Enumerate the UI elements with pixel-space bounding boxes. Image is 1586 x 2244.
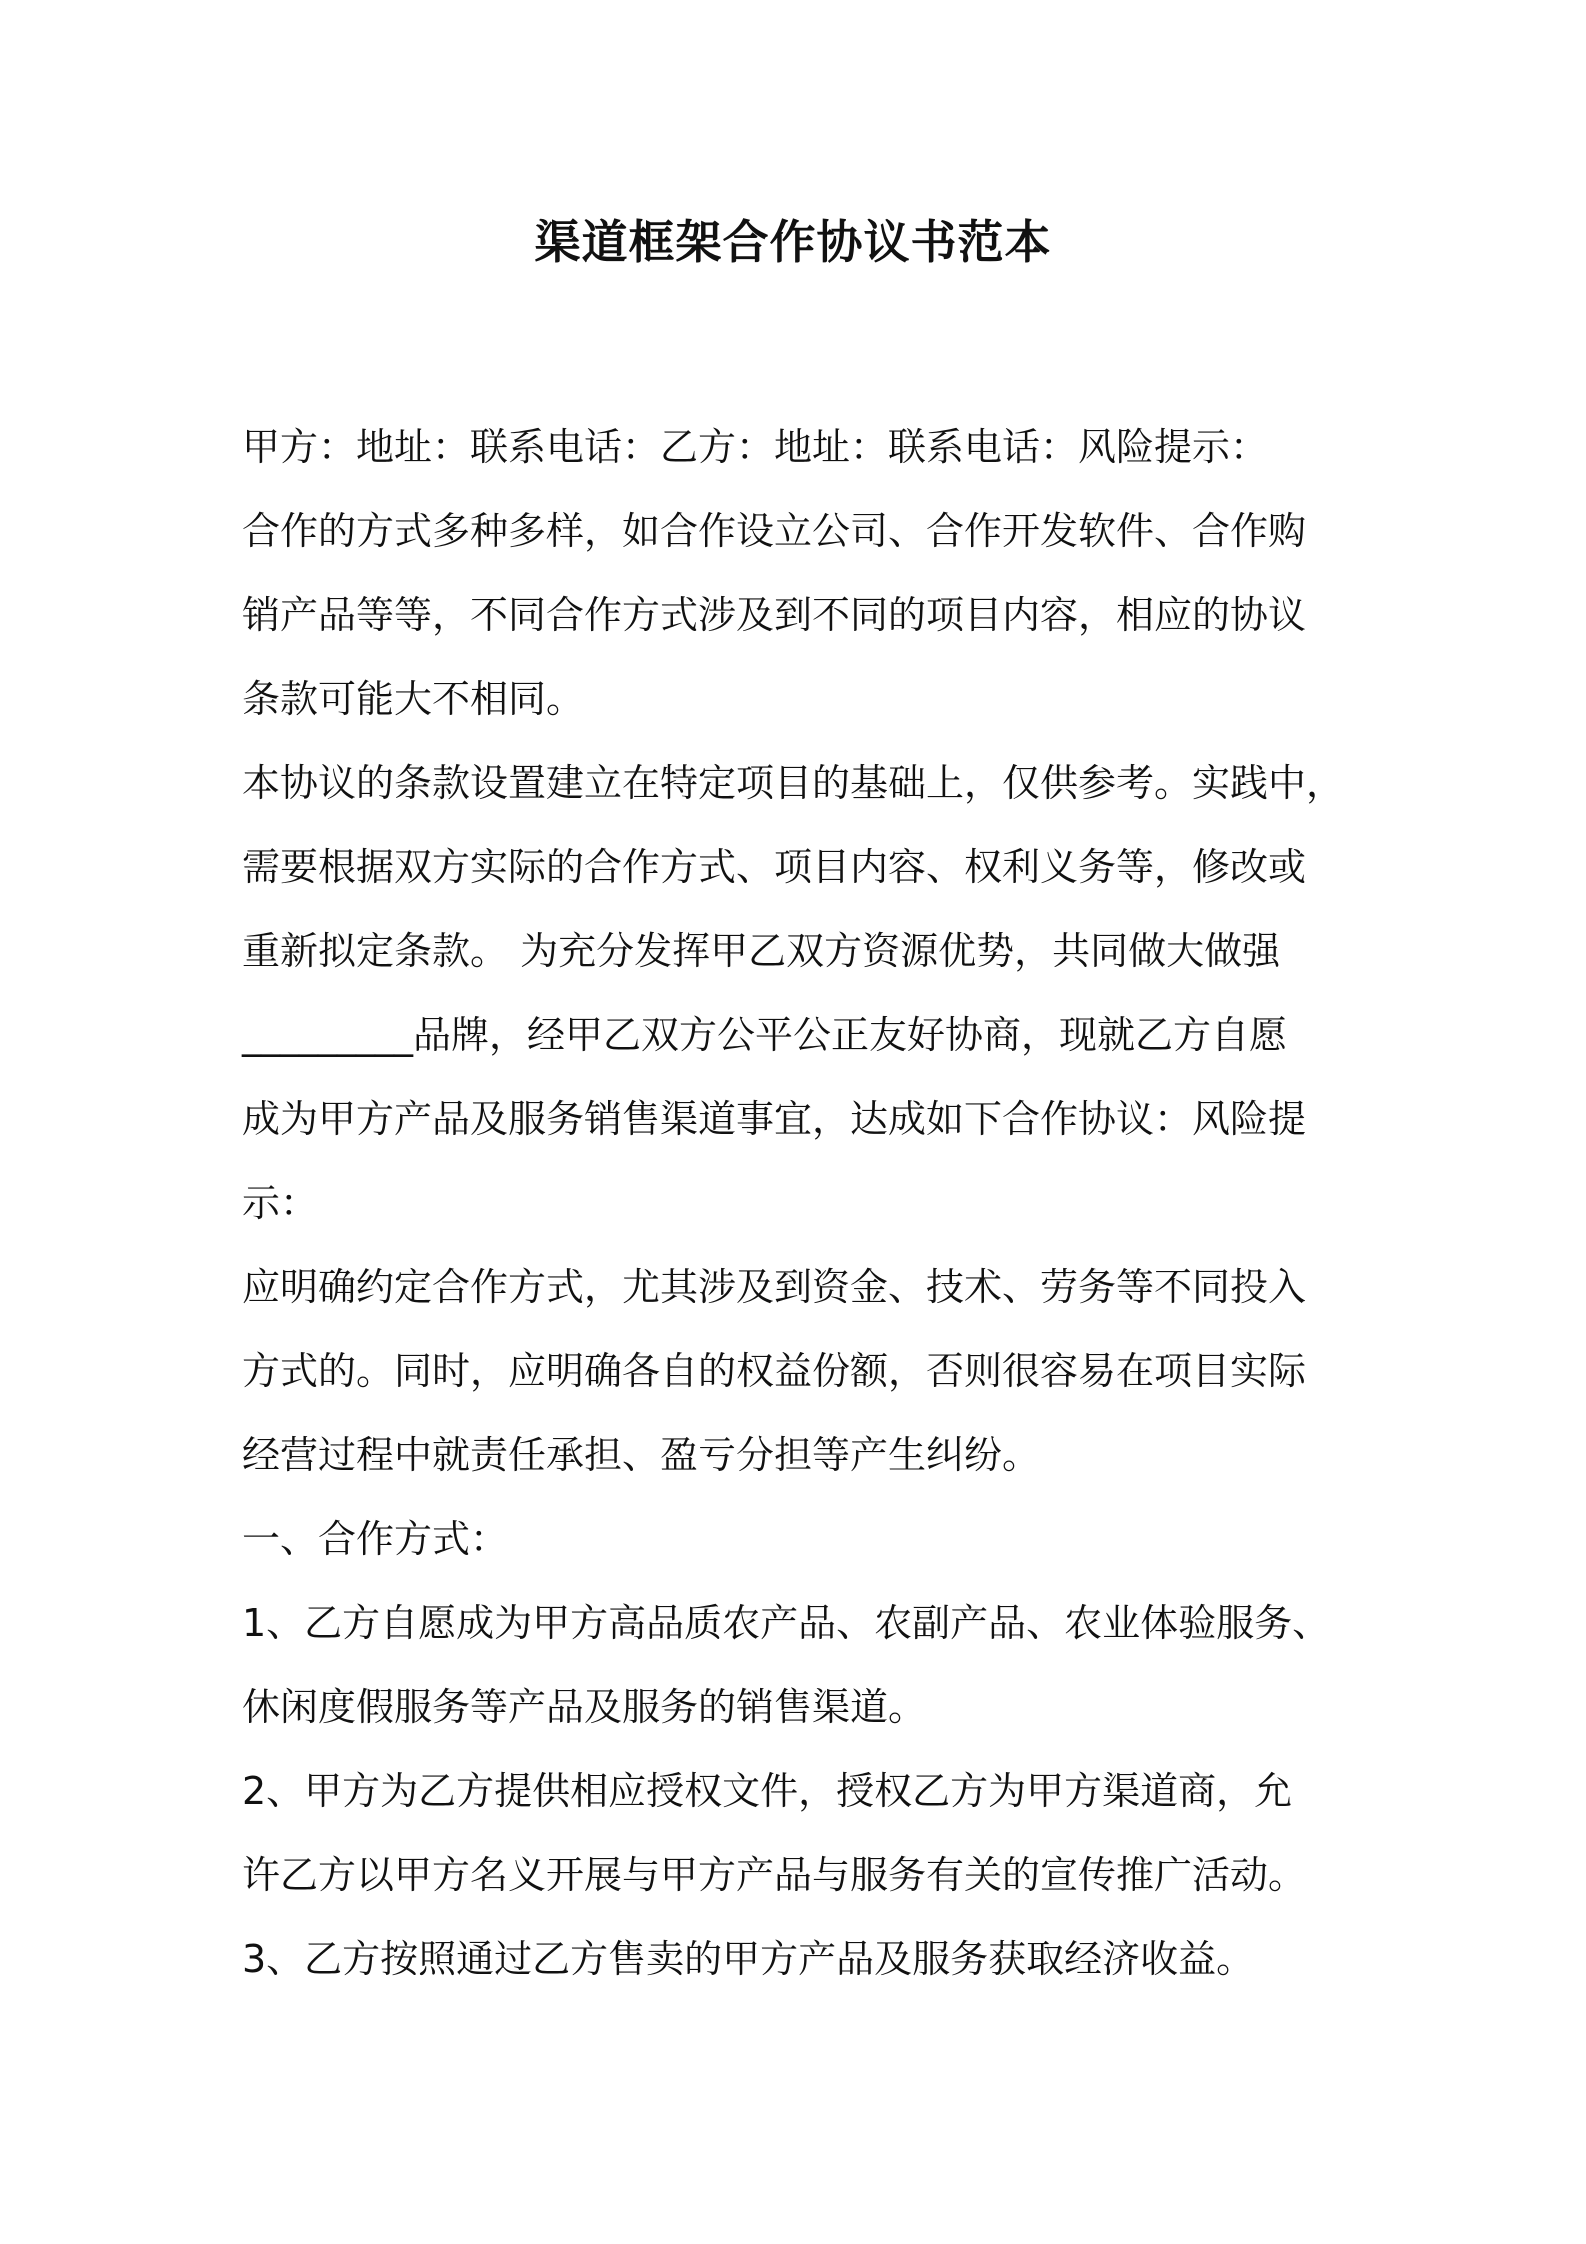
text-line: 经营过程中就责任承担、盈亏分担等产生纠纷。 xyxy=(242,1433,1041,1477)
text-line: 示： xyxy=(242,1181,319,1225)
section-heading: 一、合作方式： xyxy=(242,1517,509,1561)
text-line: 应明确约定合作方式，尤其涉及到资金、技术、劳务等不同投入 xyxy=(242,1265,1307,1309)
text-line: 2、甲方为乙方提供相应授权文件，授权乙方为甲方渠道商，允 xyxy=(242,1769,1293,1813)
document-body xyxy=(242,405,1362,2001)
text-line: 需要根据双方实际的合作方式、项目内容、权利义务等，修改或 xyxy=(242,845,1307,889)
text-line: 3、乙方按照通过乙方售卖的甲方产品及服务获取经济收益。 xyxy=(242,1937,1255,1981)
text-line: 本协议的条款设置建立在特定项目的基础上，仅供参考。实践中， xyxy=(242,761,1345,805)
text-line: 许乙方以甲方名义开展与甲方产品与服务有关的宣传推广活动。 xyxy=(242,1853,1307,1897)
text-line: 重新拟定条款。 为充分发挥甲乙双方资源优势，共同做大做强 xyxy=(242,929,1281,973)
text-line: 条款可能大不相同。 xyxy=(242,677,585,721)
document-title: 渠道框架合作协议书范本 xyxy=(534,215,1052,269)
text-line: 1、乙方自愿成为甲方高品质农产品、农副产品、农业体验服务、 xyxy=(242,1601,1331,1645)
text-line: 销产品等等，不同合作方式涉及到不同的项目内容，相应的协议 xyxy=(242,593,1307,637)
text-line: 成为甲方产品及服务销售渠道事宜，达成如下合作协议：风险提 xyxy=(242,1097,1307,1141)
text-line: 休闲度假服务等产品及服务的销售渠道。 xyxy=(242,1685,927,1729)
text-line: 甲方：地址：联系电话：乙方：地址：联系电话：风险提示： xyxy=(242,425,1269,469)
text-line: _________品牌，经甲乙双方公平公正友好协商，现就乙方自愿 xyxy=(242,1013,1288,1057)
text-line: 方式的。同时，应明确各自的权益份额，否则很容易在项目实际 xyxy=(242,1349,1307,1393)
text-line: 合作的方式多种多样，如合作设立公司、合作开发软件、合作购 xyxy=(242,509,1307,553)
